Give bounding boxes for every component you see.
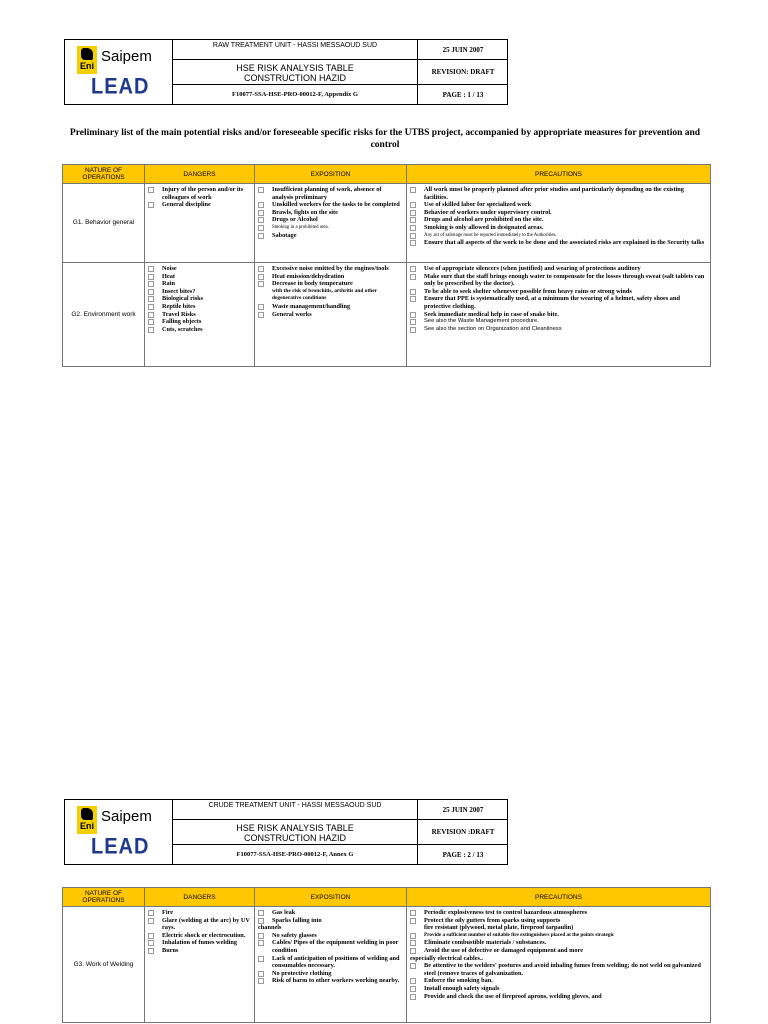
document-reference: F10077-SSA-HSE-PRO-00012-F, Annex G — [236, 851, 354, 858]
list-item: Use of skilled labor for specialized work — [410, 201, 707, 209]
list-item: General discipline — [148, 201, 251, 209]
list-item: All work must be properly planned after prior studies and particularly depending on the existing facilities. — [410, 186, 707, 201]
checkbox-icon — [148, 948, 154, 954]
document-title: HSE RISK ANALYSIS TABLE CONSTRUCTION HAZID — [173, 60, 417, 85]
unit-name: RAW TREATMENT UNIT - HASSI MESSAOUD SUD — [173, 40, 417, 60]
list-item: Behavior of workers under supervisory control. — [410, 209, 707, 217]
list-item: Injury of the person and/or its colleagues of work — [148, 186, 251, 201]
list-item: Cuts, scratches — [148, 326, 251, 334]
table-row — [63, 184, 711, 263]
document-revision: REVISION :DRAFT — [417, 820, 508, 845]
list-item: Insufficient planning of work, absence of analysis preliminary — [258, 186, 403, 201]
exposition-cell — [255, 263, 407, 367]
checkbox-icon — [258, 225, 264, 231]
saipem-logo: Saipem — [101, 48, 152, 65]
checkbox-icon — [410, 948, 416, 954]
list-item: See also the Waste Management procedure. — [410, 318, 707, 326]
unit-name: CRUDE TREATMENT UNIT - HASSI MESSAOUD SUD — [173, 800, 417, 820]
column-header-dangers: DANGERS — [145, 165, 255, 184]
checkbox-icon — [410, 217, 416, 223]
checkbox-icon — [148, 933, 154, 939]
table-row — [63, 907, 711, 1023]
precautions-cell — [407, 907, 711, 1023]
checkbox-icon — [258, 266, 264, 272]
checkbox-icon — [258, 281, 264, 287]
list-item: channels — [258, 924, 282, 932]
list-item: See also the section on Organization and Cleanliness — [410, 326, 707, 334]
intro-text: Preliminary list of the main potential risks and/or foreseeable specific risks for the UTBS project, accompanied by appropriate measures for prevention and control — [69, 128, 701, 150]
checkbox-icon — [410, 233, 416, 239]
checkbox-icon — [258, 304, 264, 310]
list-item: Be attentive to the welders' postures and avoid inhaling fumes from welding; do not weld on galvanized steel (remove traces of galvanization. — [410, 962, 707, 977]
list-item: Install enough safety signals — [410, 985, 707, 993]
list-item: Avoid the use of defective or damaged equipment and more — [410, 947, 707, 955]
column-header-precautions: PRECAUTIONS — [407, 165, 711, 184]
list-item: Insect bites? — [148, 288, 251, 296]
checkbox-icon — [410, 319, 416, 325]
checkbox-icon — [410, 933, 416, 939]
checkbox-icon — [258, 918, 264, 924]
list-item: Heat emission/dehydration — [258, 273, 403, 281]
checkbox-icon — [410, 940, 416, 946]
checkbox-icon — [410, 918, 416, 924]
checkbox-icon — [410, 963, 416, 969]
dangers-cell — [145, 907, 255, 1023]
list-item: General works — [258, 311, 403, 319]
list-item: Lack of anticipation of positions of welding and consumables necessary. — [258, 955, 403, 970]
dangers-cell — [145, 263, 255, 367]
company-logo — [65, 40, 173, 104]
eni-logo-icon: Eni — [77, 806, 97, 834]
checkbox-icon — [148, 312, 154, 318]
nature-cell: G1. Behavior general — [63, 184, 145, 263]
nature-cell: G2. Environment work — [63, 263, 145, 367]
list-item: Eliminate combustible materials / substances. — [410, 939, 707, 947]
list-item: Protect the oily gutters from sparks using supports — [410, 917, 707, 925]
page-number: PAGE : 2 / 13 — [417, 845, 508, 864]
checkbox-icon — [410, 312, 416, 318]
six-legged-dog-icon — [81, 808, 93, 820]
column-header-dangers: DANGERS — [145, 888, 255, 907]
checkbox-icon — [258, 312, 264, 318]
checkbox-icon — [148, 289, 154, 295]
dangers-cell — [145, 184, 255, 263]
list-item: Periodic explosiveness test to control hazardous atmospheres — [410, 909, 707, 917]
list-item: Provide and check the use of fireproof aprons, welding gloves, and — [410, 993, 707, 1001]
list-item: Electric shock or electrocution. — [148, 932, 251, 940]
checkbox-icon — [258, 210, 264, 216]
page-number: PAGE : 1 / 13 — [417, 85, 508, 104]
list-item: Decrease in body temperature — [258, 280, 403, 288]
checkbox-icon — [410, 910, 416, 916]
checkbox-icon — [258, 202, 264, 208]
checkbox-icon — [410, 296, 416, 302]
lead-logo: LEAD — [91, 834, 150, 860]
checkbox-icon — [410, 327, 416, 333]
list-item: Rain — [148, 280, 251, 288]
table-row — [63, 263, 711, 367]
checkbox-icon — [148, 187, 154, 193]
list-item: fire resistant (plywood, metal plate, fireproof tarpaulin) — [424, 924, 574, 932]
checkbox-icon — [148, 274, 154, 280]
list-item: Reptile bites — [148, 303, 251, 311]
column-header-exposition: EXPOSITION — [255, 888, 407, 907]
list-item: Gas leak — [258, 909, 403, 917]
checkbox-icon — [410, 986, 416, 992]
risk-table-page1 — [62, 164, 711, 367]
list-item: Heat — [148, 273, 251, 281]
checkbox-icon — [258, 971, 264, 977]
checkbox-icon — [148, 327, 154, 333]
checkbox-icon — [410, 187, 416, 193]
list-item: Glare (welding at the arc) by UV rays. — [148, 917, 251, 932]
precautions-cell — [407, 184, 711, 263]
checkbox-icon — [148, 918, 154, 924]
list-item: Seek immediate medical help in case of snake bite. — [410, 311, 707, 319]
precautions-cell — [407, 263, 711, 367]
list-item: Inhalation of fumes welding — [148, 939, 251, 947]
list-item: Ensure that all aspects of the work to be done and the associated risks are explained in the Security talks — [410, 239, 707, 247]
list-item: Biological risks — [148, 295, 251, 303]
checkbox-icon — [258, 187, 264, 193]
list-item: Use of appropriate silencers (when justified) and wearing of protections auditory — [410, 265, 707, 273]
exposition-cell — [255, 907, 407, 1023]
risk-table-page2 — [62, 887, 711, 1023]
list-item: No protective clothing — [258, 970, 403, 978]
list-item: Fire — [148, 909, 251, 917]
document-reference: F10077-SSA-HSE-PRO-00012-F, Appendix G — [232, 91, 358, 98]
checkbox-icon — [410, 978, 416, 984]
checkbox-icon — [258, 233, 264, 239]
list-item: especially electrical cables.. — [410, 954, 484, 962]
list-item: Drugs and alcohol are prohibited on the site. — [410, 216, 707, 224]
list-item: Sabotage — [258, 232, 403, 240]
column-header-nature: NATURE OF OPERATIONS — [63, 165, 145, 184]
document-date: 25 JUIN 2007 — [417, 40, 508, 60]
list-item: To be able to seek shelter whenever possible from heavy rains or strong winds — [410, 288, 707, 296]
checkbox-icon — [258, 217, 264, 223]
list-item: Provide a sufficient number of suitable fire extinguishers placed at the points strategic — [410, 932, 707, 940]
checkbox-icon — [258, 978, 264, 984]
exposition-cell — [255, 184, 407, 263]
checkbox-icon — [148, 266, 154, 272]
list-item: Noise — [148, 265, 251, 273]
list-item: Smoking is only allowed in designated areas. — [410, 224, 707, 232]
list-item: Drugs or Alcohol — [258, 216, 403, 224]
list-item: Excessive noise emitted by the engines/tools — [258, 265, 403, 273]
checkbox-icon — [148, 910, 154, 916]
checkbox-icon — [148, 281, 154, 287]
checkbox-icon — [410, 274, 416, 280]
list-item: Risk of harm to other workers working nearby. — [258, 977, 403, 985]
list-item: Waste management/handling — [258, 303, 403, 311]
checkbox-icon — [258, 274, 264, 280]
checkbox-icon — [258, 910, 264, 916]
list-item: with the risk of bronchitis, arthritis and other degenerative conditions — [272, 287, 377, 302]
eni-logo-icon: Eni — [77, 46, 97, 74]
checkbox-icon — [258, 956, 264, 962]
checkbox-icon — [148, 940, 154, 946]
list-item: Any act of sabotage must be reported immediately to the Authorities. — [410, 232, 707, 240]
list-item: Smoking in a prohibited area. — [258, 224, 403, 232]
checkbox-icon — [148, 202, 154, 208]
company-logo — [65, 800, 173, 864]
checkbox-icon — [410, 225, 416, 231]
column-header-nature: NATURE OF OPERATIONS — [63, 888, 145, 907]
checkbox-icon — [410, 994, 416, 1000]
checkbox-icon — [258, 933, 264, 939]
document-revision: REVISION: DRAFT — [417, 60, 508, 85]
nature-cell: G3. Work of Welding — [63, 907, 145, 1023]
checkbox-icon — [148, 304, 154, 310]
six-legged-dog-icon — [81, 48, 93, 60]
document-date: 25 JUIN 2007 — [417, 800, 508, 820]
checkbox-icon — [410, 240, 416, 246]
list-item: Burns — [148, 947, 251, 955]
lead-logo: LEAD — [91, 74, 150, 100]
list-item: Brawls, fights on the site — [258, 209, 403, 217]
page1-header — [64, 39, 508, 105]
checkbox-icon — [148, 296, 154, 302]
list-item: Travel Risks — [148, 311, 251, 319]
checkbox-icon — [410, 202, 416, 208]
checkbox-icon — [148, 319, 154, 325]
checkbox-icon — [410, 266, 416, 272]
list-item: Falling objects — [148, 318, 251, 326]
checkbox-icon — [410, 210, 416, 216]
document-title: HSE RISK ANALYSIS TABLE CONSTRUCTION HAZID — [173, 820, 417, 845]
list-item: Cables/ Pipes of the equipment welding in poor condition — [258, 939, 403, 954]
column-header-precautions: PRECAUTIONS — [407, 888, 711, 907]
column-header-exposition: EXPOSITION — [255, 165, 407, 184]
list-item: No safety glasses — [258, 932, 403, 940]
list-item: Unskilled workers for the tasks to be completed — [258, 201, 403, 209]
list-item: Enforce the smoking ban. — [410, 977, 707, 985]
list-item: Sparks falling into — [258, 917, 403, 925]
list-item: Ensure that PPE is systematically used, at a minimum the wearing of a helmet, safety shoes and protective clothing. — [410, 295, 707, 310]
checkbox-icon — [410, 289, 416, 295]
list-item: Make sure that the staff brings enough water to compensate for the losses through sweat (salt tablets can only be prescribed by the doctor). — [410, 273, 707, 288]
saipem-logo: Saipem — [101, 808, 152, 825]
page2-header — [64, 799, 508, 865]
checkbox-icon — [258, 940, 264, 946]
